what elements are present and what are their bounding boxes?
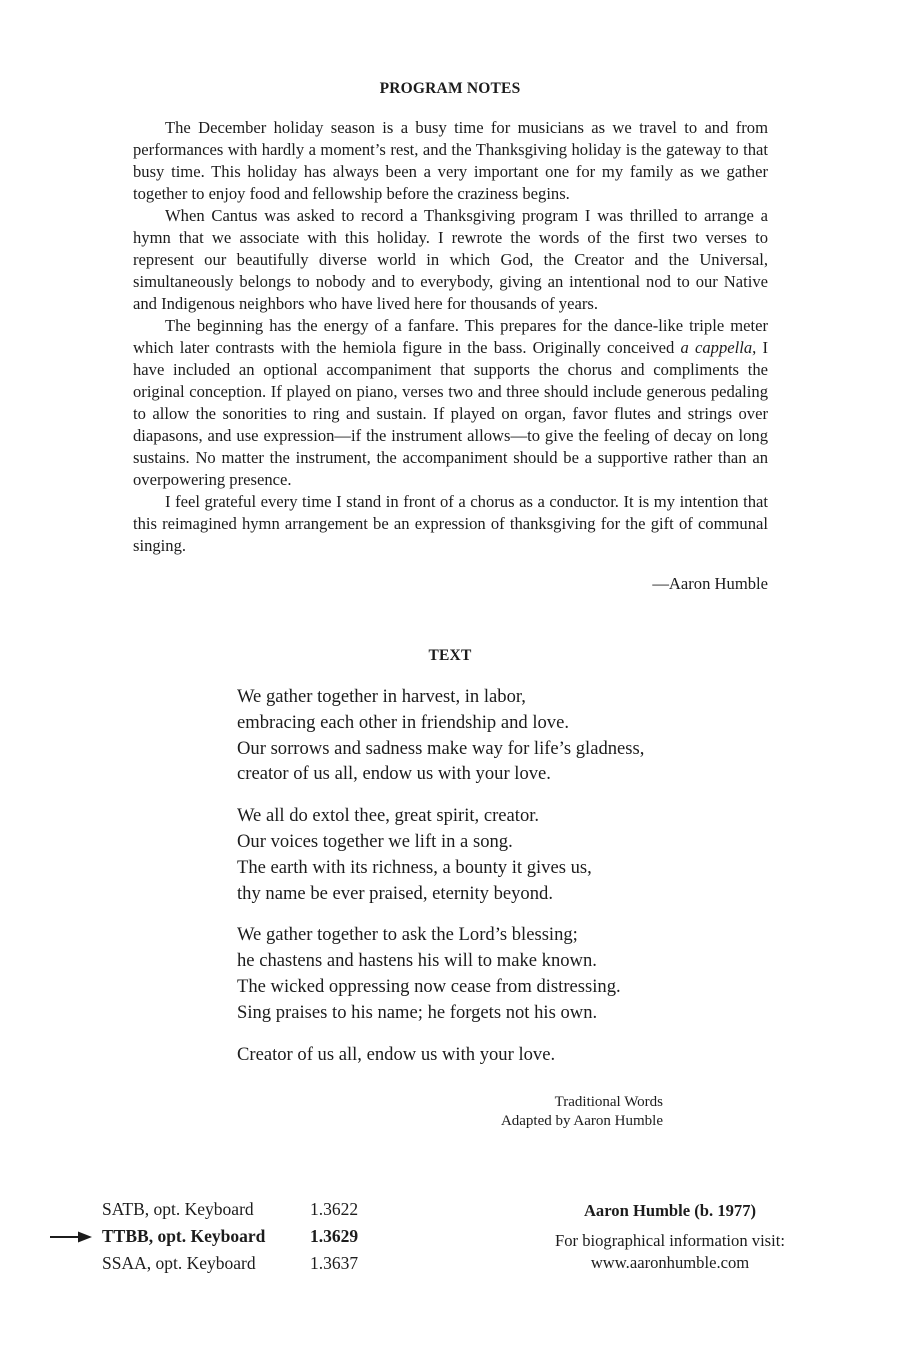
credit-line: Adapted by Aaron Humble — [500, 1113, 663, 1129]
verse-line: creator of us all, endow us with your love. — [237, 763, 551, 785]
notes-paragraph-3-start: The beginning has the energy of a fanfare. This prepares for the dance-like triple meter which later contrasts with the hemiola figure in the bass. Originally conceived — [133, 316, 768, 357]
edition-label: TTBB, opt. Keyboard — [102, 1226, 266, 1246]
composer-website: www.aaronhumble.com — [590, 1253, 750, 1272]
edition-label: SATB, opt. Keyboard — [102, 1199, 254, 1219]
notes-paragraph-2: When Cantus was asked to record a Thanksgiving program I was thrilled to arrange a hymn that we associate with this holiday. I rewrote the words of the first two verses to represent our beautifully diverse world in which God, the Creator and the Universal, simultaneously belongs to nobody and to everybody, giving an intentional nod to our Native and Indigenous neighbors who have lived here for thousands of years. — [133, 206, 768, 313]
edition-number: 1.3622 — [310, 1199, 359, 1219]
edition-row-satb — [50, 1199, 370, 1226]
composer-name: Aaron Humble (b. 1977) — [583, 1201, 757, 1220]
edition-number: 1.3629 — [310, 1226, 359, 1246]
notes-paragraph-3 — [133, 315, 768, 491]
verse-line: We gather together in harvest, in labor, — [237, 686, 526, 707]
edition-label: SSAA, opt. Keyboard — [102, 1253, 256, 1273]
stanza-4 — [237, 1042, 644, 1068]
stanza-1 — [237, 684, 644, 787]
credit-line: Traditional Words — [554, 1094, 663, 1110]
editions-list — [50, 1199, 370, 1280]
notes-paragraph-1: The December holiday season is a busy time for musicians as we travel to and from performances with hardly a moment’s rest, and the Thanksgiving holiday is the gateway to that busy time. This holiday has always been a very important one for my family as we gather together to enjoy food and fellowship before the craziness begins. — [133, 118, 768, 203]
verse-line: We all do extol thee, great spirit, creator. — [237, 805, 540, 827]
verse-line: Creator of us all, endow us with your love. — [237, 1043, 556, 1065]
stanza-2 — [237, 803, 644, 906]
text-heading: TEXT — [428, 647, 472, 664]
notes-paragraph-4: I feel grateful every time I stand in front of a chorus as a conductor. It is my intention that this reimagined hymn arrangement be an expression of thanksgiving for the gift of communal singing. — [133, 492, 768, 555]
verse-line: The earth with its richness, a bounty it gives us, — [237, 856, 592, 878]
arrow-right-icon — [50, 1230, 92, 1244]
notes-paragraph-3-end: , I have included an optional accompaniment that supports the chorus and compliments the original conception. If played on piano, verses two and three should include generous pedaling to allow the sonorities to ring and sustain. If played on organ, favor flutes and strings over diapasons, and use expression—if the instrument allows—to give the feeling of decay on long sustains. No matter the instrument, the accompaniment should be a supportive rather than an overpowering presence. — [133, 338, 768, 489]
program-notes-heading: PROGRAM NOTES — [379, 80, 521, 97]
verse-line: Our sorrows and sadness make way for life’s gladness, — [237, 737, 645, 759]
edition-row-ssaa — [50, 1253, 370, 1280]
verse-line: he chastens and hastens his will to make known. — [237, 950, 597, 972]
stanza-3 — [237, 922, 644, 1025]
verse-line: Our voices together we lift in a song. — [237, 830, 513, 852]
verse-line: We gather together to ask the Lord’s blessing; — [237, 924, 578, 946]
composer-bio — [520, 1200, 820, 1274]
program-notes-body — [133, 117, 768, 557]
verse-line: thy name be ever praised, eternity beyond. — [237, 882, 553, 904]
text-credits — [501, 1093, 663, 1131]
notes-paragraph-3-italic: a cappella — [680, 338, 753, 357]
edition-number: 1.3637 — [310, 1253, 359, 1273]
verse-line: The wicked oppressing now cease from distressing. — [237, 975, 621, 997]
notes-signature: —Aaron Humble — [652, 574, 768, 593]
verse-line: embracing each other in friendship and love. — [237, 711, 569, 733]
verse-line: Sing praises to his name; he forgets not his own. — [237, 1001, 598, 1023]
hymn-text — [237, 684, 644, 1083]
edition-row-ttbb — [50, 1226, 370, 1253]
bio-info-line: For biographical information visit: — [555, 1231, 785, 1250]
